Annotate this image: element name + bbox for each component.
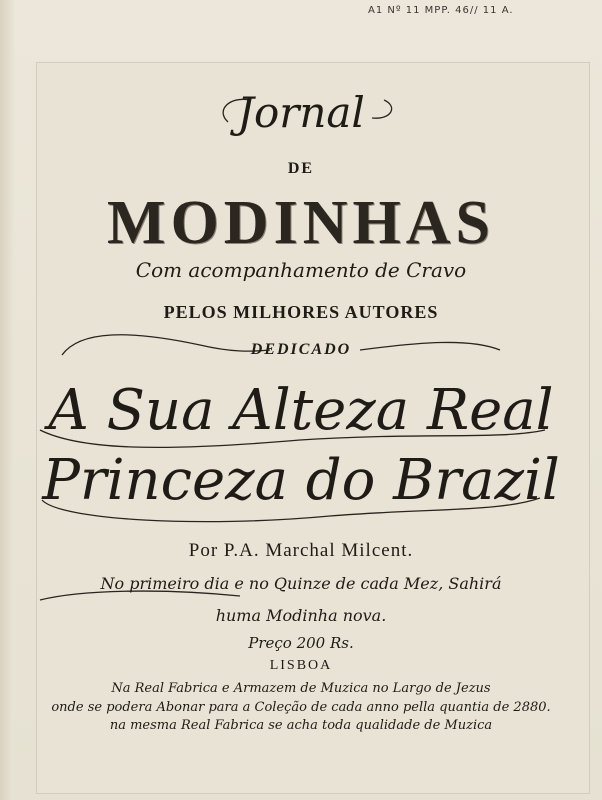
- dedication-label: DEDICADO: [250, 341, 352, 358]
- title-modinhas: MODINHAS: [107, 189, 495, 257]
- imprint-line-2: onde se podera Abonar para a Coleção de cada anno pella quantia de 2880.: [51, 700, 551, 715]
- dedicatee-line-2: Princeza do Brazil: [42, 448, 560, 513]
- publisher-name: Por P.A. Marchal Milcent.: [188, 540, 414, 561]
- title-jornal: Jornal: [237, 88, 365, 137]
- imprint-line-1: Na Real Fabrica e Armazem de Muzica no Largo de Jezus: [111, 681, 491, 696]
- subtitle-accompaniment: Com acompanhamento de Cravo: [135, 258, 467, 282]
- shelfmark-annotation: A1 Nº 11 MPP. 46// 11 A.: [368, 5, 514, 16]
- title-de: DE: [287, 160, 315, 177]
- imprint-line-3: na mesma Real Fabrica se acha toda qualidade de Muzica: [109, 718, 493, 733]
- schedule-line-2: huma Modinha nova.: [215, 606, 387, 625]
- dedicatee-line-1: A Sua Alteza Real: [48, 378, 554, 443]
- subtitle-authors: PELOS MILHORES AUTORES: [163, 302, 439, 322]
- city-label: LISBOA: [269, 658, 333, 673]
- price-label: Preço 200 Rs.: [248, 634, 354, 652]
- schedule-line-1: No primeiro dia e no Quinze de cada Mez, Sahirá: [100, 574, 502, 593]
